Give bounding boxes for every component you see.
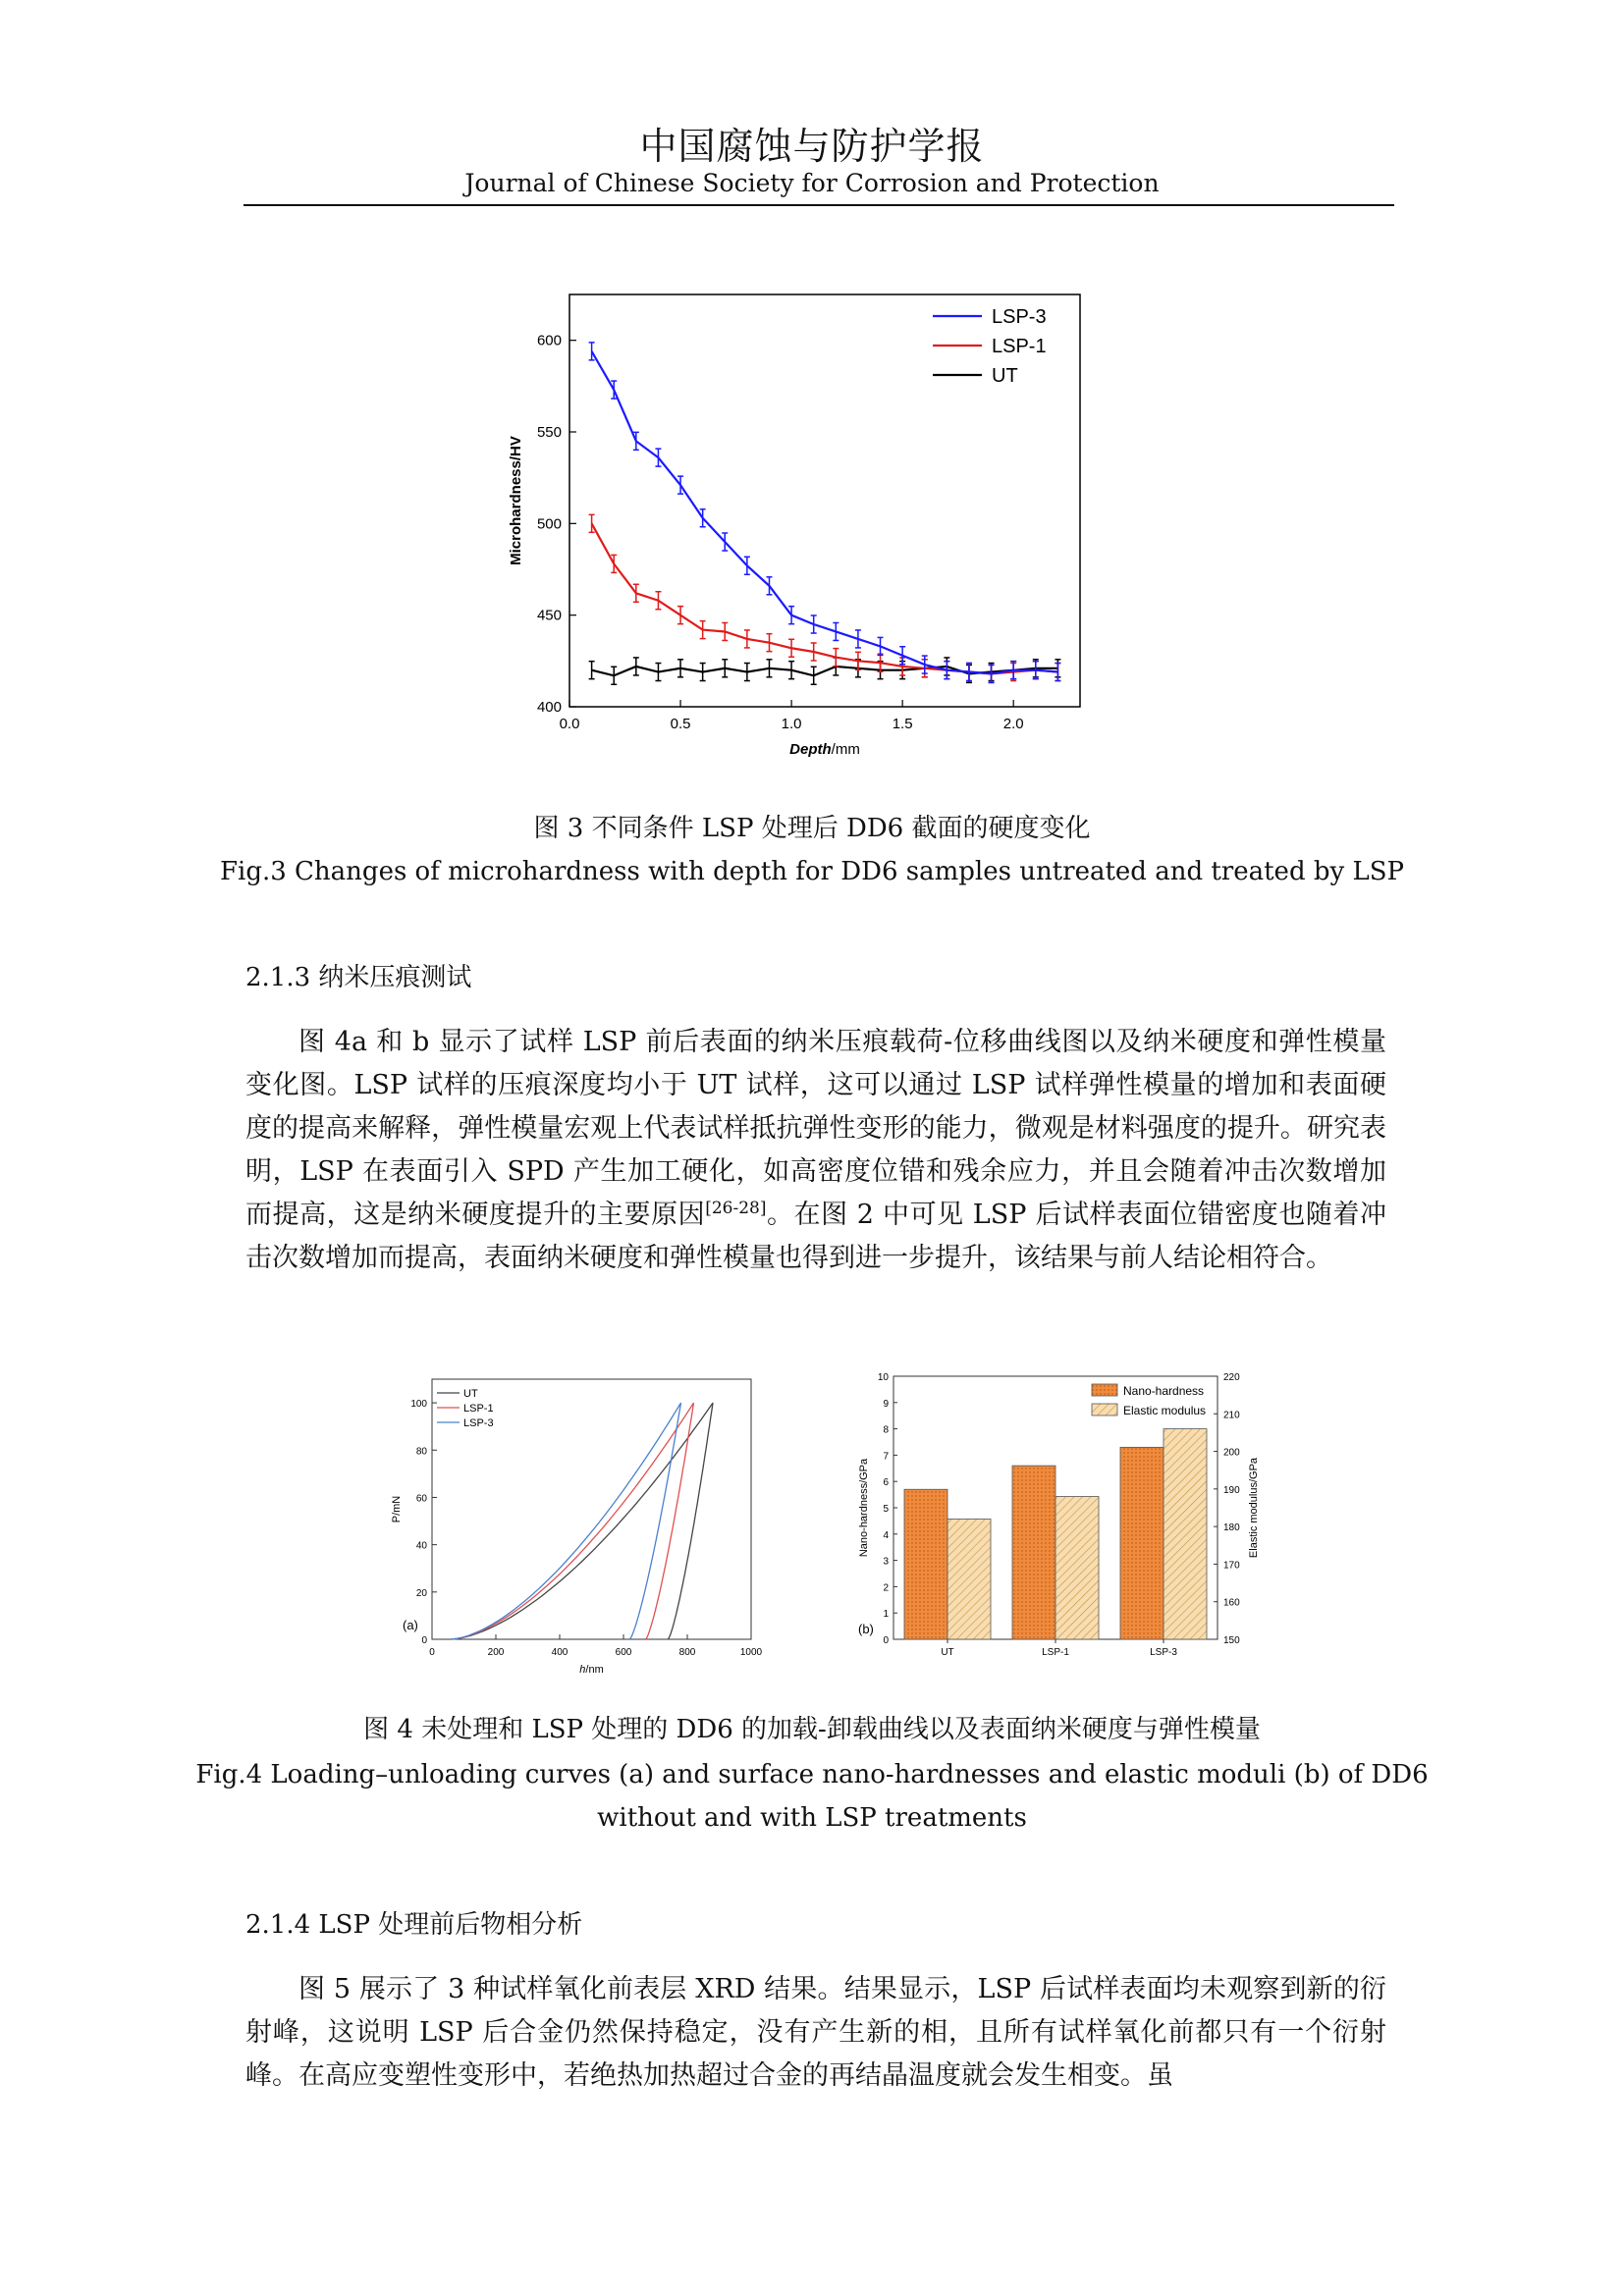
y-tick-label: 2: [883, 1582, 889, 1594]
x-axis-label-var: Depth: [789, 741, 832, 758]
bar-elastic-modulus: [1164, 1429, 1207, 1639]
y2-tick-label: 150: [1223, 1635, 1240, 1646]
x-tick-label: LSP-3: [1150, 1647, 1177, 1658]
y-tick-label: 3: [883, 1556, 889, 1568]
legend-label-lsp-1: LSP-1: [463, 1403, 494, 1415]
legend-swatch-nano-hardness: [1092, 1384, 1117, 1396]
figure-4b-chart: [839, 1364, 1272, 1688]
legend-label-lsp-3: LSP-3: [463, 1417, 494, 1429]
legend-swatch-elastic-modulus: [1092, 1404, 1117, 1415]
x-tick-label: 1.0: [781, 716, 802, 732]
panel-label-b: (b): [858, 1622, 874, 1636]
x-tick-label: UT: [941, 1647, 954, 1658]
bar-elastic-modulus: [947, 1519, 991, 1639]
y-tick-label: 550: [536, 424, 562, 441]
y-tick-label: 450: [536, 607, 562, 624]
y-tick-label: 80: [415, 1446, 427, 1458]
y-tick-label: 8: [883, 1424, 889, 1436]
x-axis-label-unit: /nm: [585, 1664, 604, 1676]
fig4-caption-en-line1: Fig.4 Loading–unloading curves (a) and surface nano-hardnesses and elastic moduli (b) of DD6: [195, 1760, 1429, 1789]
y-axis-label: Microhardness/HV: [508, 436, 524, 565]
bar-nano-hardness: [904, 1489, 947, 1639]
fig3-caption-en: Fig.3 Changes of microhardness with depth for DD6 samples untreated and treated by LSP: [219, 857, 1405, 886]
y2-tick-label: 220: [1223, 1372, 1240, 1383]
y-tick-label: 60: [415, 1493, 427, 1505]
para-text-part1: 图 4a 和 b 显示了试样 LSP 前后表面的纳米压痕载荷-位移曲线图以及纳米硬度和弹性模量变化图。LSP 试样的压痕深度均小于 UT 试样，这可以通过 LSP 试样弹性模量的增加和表面硬度的提高来解释，弹性模量宏观上代表试样抵抗弹性变形的能力，微观是材料强度的提升。研究表明，LSP 在表面引入 SPD 产生加工硬化，如高密度位错和残余应力，并且会随着冲击次数增加而提高，这是纳米硬度提升的主要原因: [245, 1027, 1386, 1230]
bar-elastic-modulus: [1056, 1497, 1099, 1639]
x-tick-label: 0.5: [670, 716, 691, 732]
bar-nano-hardness: [1120, 1447, 1164, 1639]
fig3-caption-cn: 图 3 不同条件 LSP 处理后 DD6 截面的硬度变化: [533, 814, 1091, 843]
x-tick-label: LSP-1: [1042, 1647, 1069, 1658]
legend-label-ut: UT: [463, 1388, 478, 1400]
x-tick-label: 200: [487, 1647, 505, 1658]
y2-axis-label: Elastic modulus/GPa: [1248, 1457, 1260, 1559]
y-tick-label: 6: [883, 1477, 889, 1489]
x-axis-label-unit: /mm: [831, 741, 860, 758]
x-axis-label: [579, 1664, 603, 1676]
journal-title-cn: 中国腐蚀与防护学报: [639, 125, 985, 168]
fig4-caption-en-line2: without and with LSP treatments: [597, 1803, 1027, 1833]
y-tick-label: 100: [410, 1399, 427, 1411]
y-tick-label: 4: [883, 1529, 889, 1541]
y2-tick-label: 170: [1223, 1560, 1240, 1572]
series-line-lsp-3: [592, 351, 1058, 674]
y-tick-label: 20: [415, 1587, 427, 1599]
x-tick-label: 0: [429, 1647, 435, 1658]
legend-label-lsp-1: LSP-1: [992, 336, 1047, 357]
y-tick-label: 1: [883, 1609, 889, 1621]
y-tick-label: 7: [883, 1451, 889, 1463]
legend-label-ut: UT: [992, 365, 1018, 387]
y-axis-label: Nano-hardness/GPa: [858, 1458, 870, 1558]
x-axis-label: [789, 741, 860, 758]
y-tick-label: 0: [421, 1635, 427, 1646]
legend-label-nano-hardness: Nano-hardness: [1123, 1384, 1205, 1398]
x-tick-label: 0.0: [559, 716, 580, 732]
figure-3-chart: [491, 285, 1100, 785]
y2-tick-label: 180: [1223, 1522, 1240, 1534]
figure-4a-chart: [378, 1369, 771, 1693]
x-tick-label: 800: [678, 1647, 696, 1658]
journal-title-en: Journal of Chinese Society for Corrosion and Protection: [464, 169, 1160, 197]
x-tick-label: 1000: [739, 1647, 763, 1658]
y2-tick-label: 210: [1223, 1410, 1240, 1421]
panel-label-a: (a): [403, 1618, 418, 1632]
bar-nano-hardness: [1012, 1466, 1056, 1639]
legend-label-elastic-modulus: Elastic modulus: [1123, 1404, 1207, 1417]
para-text-part2: 。在图 2 中可见 LSP 后试样表面位错密度也随着冲击次数增加而提高，表面纳米硬度和弹性模量也得到进一步提升，该结果与前人结论相符合。: [245, 1200, 1386, 1273]
citation-ref: [26-28]: [705, 1199, 767, 1218]
x-tick-label: 2.0: [1002, 716, 1024, 732]
fig4-caption-cn: 图 4 未处理和 LSP 处理的 DD6 的加载-卸载曲线以及表面纳米硬度与弹性模量: [363, 1715, 1261, 1744]
x-axis-label-var: h: [579, 1664, 586, 1676]
x-tick-label: 600: [615, 1647, 632, 1658]
y-tick-label: 40: [415, 1540, 427, 1552]
y2-tick-label: 160: [1223, 1597, 1240, 1609]
y-tick-label: 9: [883, 1398, 889, 1410]
header-rule: [244, 204, 1394, 206]
y2-tick-label: 200: [1223, 1447, 1240, 1459]
curve-lsp-3: [452, 1403, 681, 1639]
y-tick-label: 500: [536, 515, 562, 533]
y-tick-label: 0: [883, 1635, 889, 1646]
section-heading-2-1-3: 2.1.3 纳米压痕测试: [245, 963, 472, 992]
series-line-lsp-1: [592, 523, 1058, 673]
y-axis-label: P/mN: [391, 1495, 403, 1523]
y-tick-label: 10: [877, 1372, 889, 1383]
section-2-1-4-paragraph: 图 5 展示了 3 种试样氧化前表层 XRD 结果。结果显示，LSP 后试样表面均未观察到新的衍射峰，这说明 LSP 后合金仍然保持稳定，没有产生新的相，且所有试样氧化前都只有一个衍射峰。在高应变塑性变形中，若绝热加热超过合金的再结晶温度就会发生相变。虽: [245, 1974, 1386, 2091]
y2-tick-label: 190: [1223, 1484, 1240, 1496]
section-heading-2-1-4: 2.1.4 LSP 处理前后物相分析: [245, 1910, 583, 1940]
x-tick-label: 1.5: [892, 716, 913, 732]
y-tick-label: 600: [536, 332, 562, 349]
x-tick-label: 400: [551, 1647, 568, 1658]
section-2-1-3-paragraph: [245, 1021, 1386, 1280]
curve-lsp-1: [452, 1403, 694, 1639]
y-tick-label: 400: [536, 699, 562, 716]
legend-label-lsp-3: LSP-3: [992, 306, 1047, 328]
y-tick-label: 5: [883, 1504, 889, 1515]
